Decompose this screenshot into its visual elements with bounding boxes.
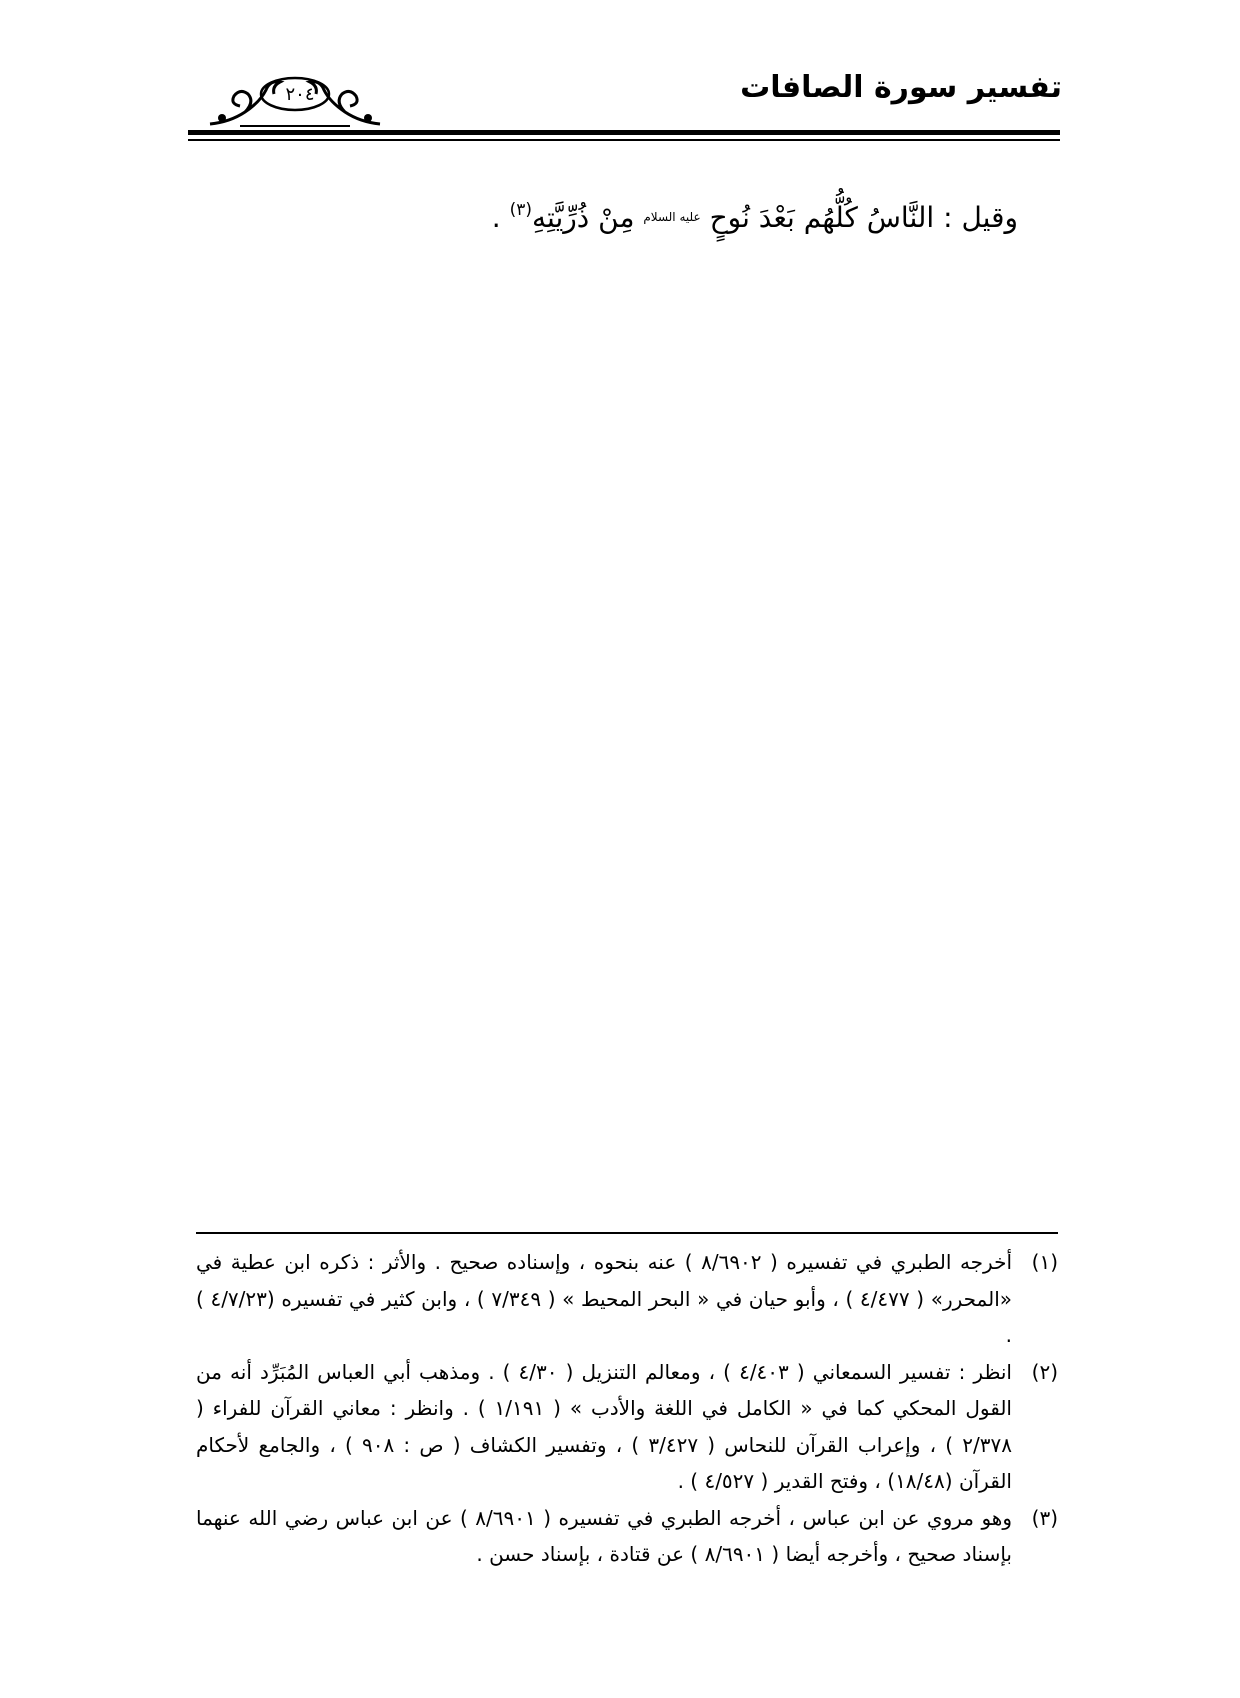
footnote-reference: (٣) [509,200,532,220]
footnote-1 [196,1244,1058,1354]
honorific-mark: عليه السلام [643,210,701,224]
footnotes [196,1244,1058,1573]
header-rule-thick [188,130,1060,135]
header-rule-thin [188,139,1060,141]
footnote-text: أخرجه الطبري في تفسيره ( ٨/٦٩٠٢ ) عنه بنحوه ، وإسناده صحيح . والأثر : ذكره ابن عطية في «المحرر» ( ٤/٤٧٧ ) ، وأبو حيان في « البحر المحيط » ( ٧/٣٤٩ ) ، وابن كثير في تفسيره (٤/٧/٢٣ ) . [196,1250,1013,1347]
footnote-text: وهو مروي عن ابن عباس ، أخرجه الطبري في تفسيره ( ٨/٦٩٠١ ) عن ابن عباس رضي الله عنهما بإسناد صحيح ، وأخرجه أيضا ( ٨/٦٩٠١ ) عن قتادة ، بإسناد حسن . [196,1505,1012,1566]
footnote-text: انظر : تفسير السمعاني ( ٤/٤٠٣ ) ، ومعالم التنزيل ( ٤/٣٠ ) . ومذهب أبي العباس المُبَرِّد أنه من القول المحكي كما في « الكامل في اللغة والأدب » ( ١/١٩١ ) . وانظر : معاني القرآن للفراء ( ٢/٣٧٨ ) ، وإعراب القرآن للنحاس ( ٣/٤٢٧ ) ، وتفسير الكشاف ( ص : ٩٠٨ ) ، والجامع لأحكام القرآن (١٨/٤٨) ، وفتح القدير ( ٤/٥٢٧ ) . [196,1359,1012,1493]
footnote-2 [196,1354,1058,1500]
main-text-end: . [491,201,510,234]
main-text-part-1: وقيل : النَّاسُ كُلُّهُم بَعْدَ نُوحٍ [709,201,1018,234]
footnote-separator [196,1232,1058,1234]
footnote-number: (٣) [1031,1505,1058,1530]
main-text-part-2: مِنْ ذُرِّيَّتِهِ [531,201,635,234]
footnote-3 [196,1500,1058,1573]
page-number: ٢٠٤ [285,84,315,105]
main-text-line [492,200,1018,234]
running-title: تفسير سورة الصافات [740,70,1062,105]
footnote-number: (٢) [1031,1359,1058,1384]
footnote-number: (١) [1031,1250,1058,1274]
